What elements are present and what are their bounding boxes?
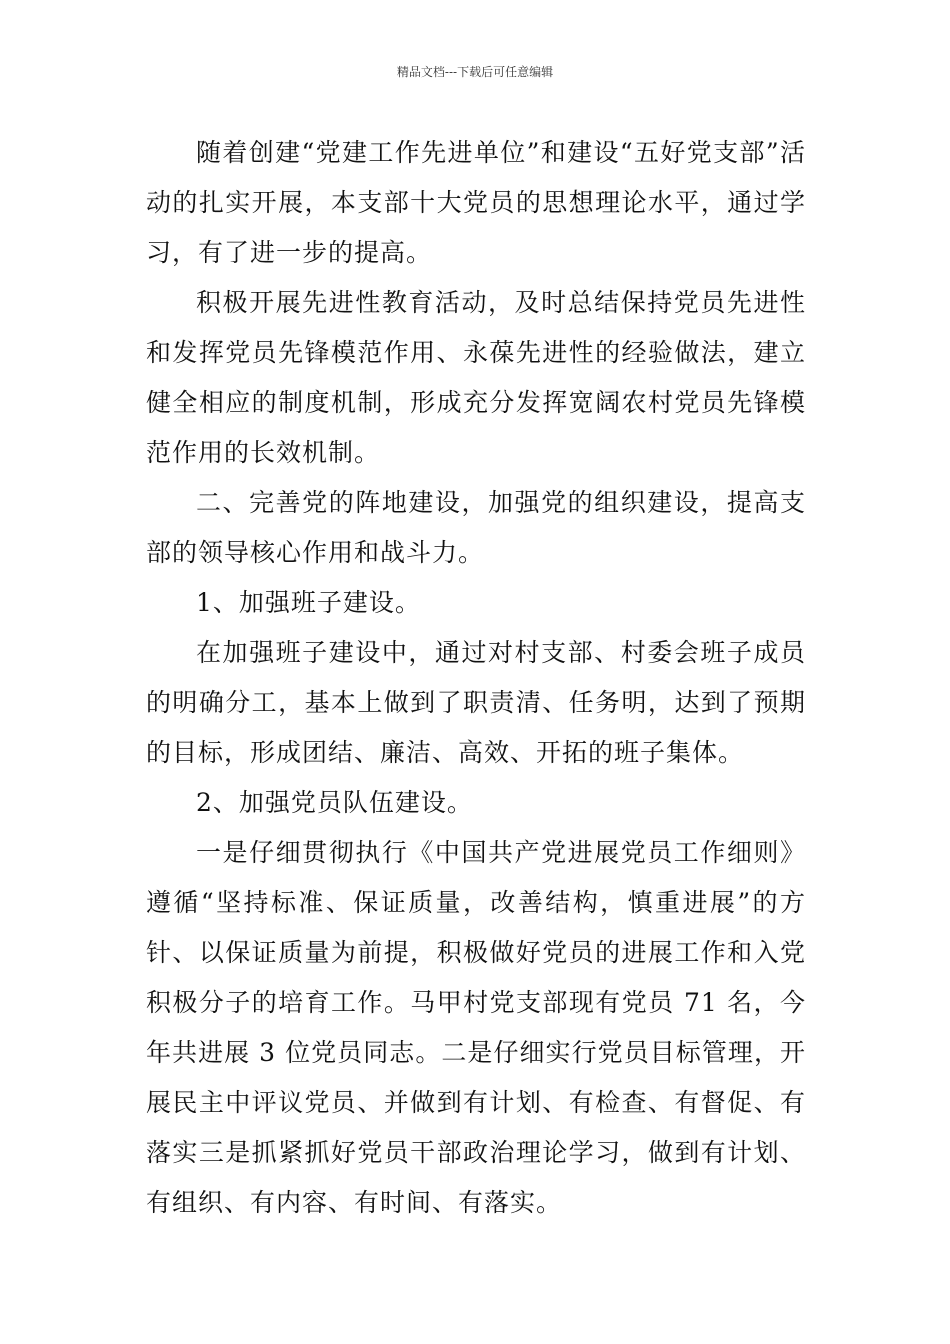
subsection-heading: 2、加强党员队伍建设。 xyxy=(196,788,473,817)
document-body xyxy=(146,128,806,1228)
paragraph: 一是仔细贯彻执行《中国共产党进展党员工作细则》遵循“坚持标准、保证质量，改善结构，慎重进展”的方针、以保证质量为前提，积极做好党员的进展工作和入党积极分子的培育工作。马甲村党支部现有党员 71 名，今年共进展 3 位党员同志。二是仔细实行党员目标管理，开展民主中评议党员、并做到有计划、有检查、有督促、有落实三是抓紧抓好党员干部政治理论学习，做到有计划、有组织、有内容、有时间、有落实。 xyxy=(146,838,806,1217)
paragraph: 积极开展先进性教育活动，及时总结保持党员先进性和发挥党员先锋模范作用、永葆先进性的经验做法，建立健全相应的制度机制，形成充分发挥宽阔农村党员先锋模范作用的长效机制。 xyxy=(146,288,806,467)
paragraph: 在加强班子建设中，通过对村支部、村委会班子成员的明确分工，基本上做到了职责清、任务明，达到了预期的目标，形成团结、廉洁、高效、开拓的班子集体。 xyxy=(146,638,806,767)
subsection-heading: 1、加强班子建设。 xyxy=(196,588,421,617)
paragraph: 随着创建“党建工作先进单位”和建设“五好党支部”活动的扎实开展，本支部十大党员的思想理论水平，通过学习，有了进一步的提高。 xyxy=(146,138,806,267)
section-heading: 二、完善党的阵地建设，加强党的组织建设，提高支部的领导核心作用和战斗力。 xyxy=(146,488,806,567)
page-header: 精品文档---下载后可任意编辑 xyxy=(396,65,554,79)
